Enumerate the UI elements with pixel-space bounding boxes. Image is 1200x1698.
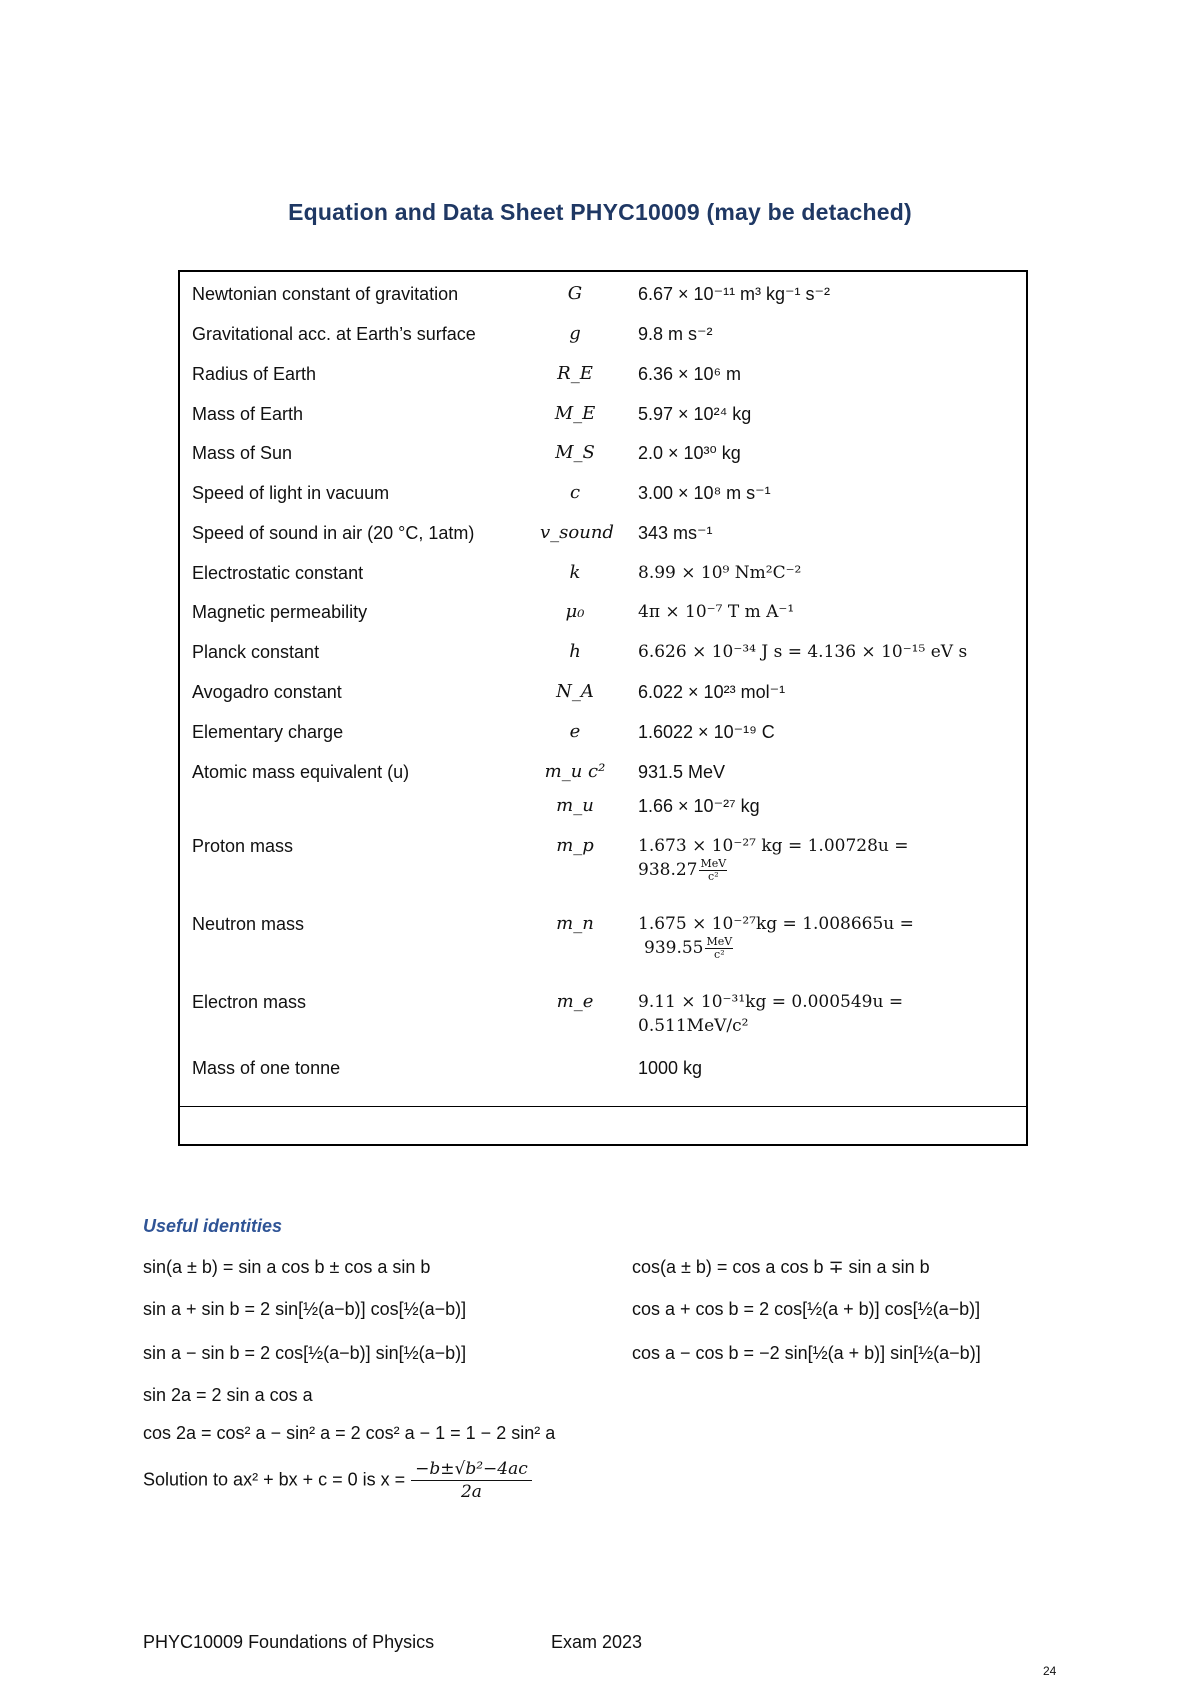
quantity-label: Newtonian constant of gravitation bbox=[192, 284, 459, 304]
symbol: m_p bbox=[556, 835, 594, 856]
symbol: g bbox=[569, 323, 581, 344]
value: 4π × 10⁻⁷ T m A⁻¹ bbox=[638, 602, 795, 622]
quantity-label: Speed of sound in air (20 °C, 1atm) bbox=[192, 523, 475, 543]
quadratic-formula bbox=[143, 1458, 532, 1503]
identity-cos-plus-cos: cos a + cos b = 2 cos[½(a + b)] cos[½(a−b)] bbox=[632, 1299, 981, 1319]
symbol: μ₀ bbox=[565, 601, 585, 622]
symbol: e bbox=[569, 721, 581, 742]
symbol: M_S bbox=[555, 442, 595, 463]
quantity-label: Radius of Earth bbox=[192, 364, 317, 384]
value: 6.626 × 10⁻³⁴ J s = 4.136 × 10⁻¹⁵ eV s bbox=[638, 642, 968, 662]
value-line-2: 0.511MeV/c² bbox=[638, 1016, 749, 1036]
quantity-label: Planck constant bbox=[192, 642, 320, 662]
value: 1.6022 × 10⁻¹⁹ C bbox=[638, 722, 775, 742]
value: 9.8 m s⁻² bbox=[638, 324, 713, 344]
quantity-label: Neutron mass bbox=[192, 914, 305, 934]
value bbox=[638, 912, 1023, 961]
symbol: R_E bbox=[557, 363, 593, 384]
identity-cos-minus-cos: cos a − cos b = −2 sin[½(a + b)] sin[½(a−b)] bbox=[632, 1343, 981, 1363]
value-line-1: 1.673 × 10⁻²⁷ kg = 1.00728u = bbox=[638, 836, 909, 856]
value-line-2: 938.27 bbox=[638, 860, 698, 880]
page-title: Equation and Data Sheet PHYC10009 (may be detached) bbox=[288, 199, 912, 225]
identity-cos-double: cos 2a = cos² a − sin² a = 2 cos² a − 1 = 1 − 2 sin² a bbox=[143, 1423, 556, 1443]
fraction-numerator: MeV bbox=[706, 935, 733, 948]
value: 6.022 × 10²³ mol⁻¹ bbox=[638, 682, 786, 702]
value-line-1: 1.675 × 10⁻²⁷kg = 1.008665u = bbox=[638, 914, 914, 934]
value-line-1: 9.11 × 10⁻³¹kg = 0.000549u = bbox=[638, 992, 904, 1012]
value: 1.66 × 10⁻²⁷ kg bbox=[638, 796, 760, 816]
value: 3.00 × 10⁸ m s⁻¹ bbox=[638, 483, 771, 503]
quantity-label: Mass of Earth bbox=[192, 404, 304, 424]
value-line-2: 939.55 bbox=[644, 938, 704, 958]
value: 5.97 × 10²⁴ kg bbox=[638, 404, 752, 424]
value bbox=[638, 990, 1023, 1038]
quadratic-denominator: 2a bbox=[460, 1482, 482, 1502]
symbol: c bbox=[569, 482, 581, 503]
symbol: v_sound bbox=[540, 522, 614, 543]
quadratic-numerator: −b±√b²−4ac bbox=[411, 1458, 532, 1481]
fraction-denominator: c² bbox=[708, 870, 719, 883]
symbol: k bbox=[569, 562, 581, 583]
value: 343 ms⁻¹ bbox=[638, 523, 713, 543]
quantity-label: Proton mass bbox=[192, 836, 294, 856]
table-divider bbox=[180, 1106, 1026, 1107]
quantity-label: Electrostatic constant bbox=[192, 563, 364, 583]
value: 6.36 × 10⁶ m bbox=[638, 364, 741, 384]
quantity-label: Speed of light in vacuum bbox=[192, 483, 390, 503]
footer-course: PHYC10009 Foundations of Physics bbox=[143, 1632, 435, 1652]
quantity-label: Elementary charge bbox=[192, 722, 344, 742]
page-number: 24 bbox=[1043, 1664, 1057, 1678]
identity-sin-double: sin 2a = 2 sin a cos a bbox=[143, 1385, 313, 1405]
symbol: m_n bbox=[556, 913, 594, 934]
quantity-label: Gravitational acc. at Earth’s surface bbox=[192, 324, 476, 344]
symbol: m_u c² bbox=[544, 761, 606, 782]
identity-sin-minus-sin: sin a − sin b = 2 cos[½(a−b)] sin[½(a−b)] bbox=[143, 1343, 467, 1363]
quantity-label: Avogadro constant bbox=[192, 682, 342, 702]
quantity-label: Mass of Sun bbox=[192, 443, 293, 463]
value: 1000 kg bbox=[638, 1058, 703, 1078]
symbol: G bbox=[567, 283, 583, 304]
mev-per-c2-fraction bbox=[705, 936, 733, 961]
constants-table bbox=[178, 270, 1028, 1146]
quantity-label: Atomic mass equivalent (u) bbox=[192, 762, 410, 782]
symbol: M_E bbox=[554, 403, 596, 424]
fraction-denominator: c² bbox=[714, 948, 725, 961]
value: 8.99 × 10⁹ Nm²C⁻² bbox=[638, 563, 802, 583]
identity-sin-plus-sin: sin a + sin b = 2 sin[½(a−b)] cos[½(a−b)] bbox=[143, 1299, 467, 1319]
symbol: m_u bbox=[556, 795, 594, 816]
symbol: m_e bbox=[556, 991, 594, 1012]
quantity-label: Magnetic permeability bbox=[192, 602, 368, 622]
value: 2.0 × 10³⁰ kg bbox=[638, 443, 741, 463]
quantity-label: Electron mass bbox=[192, 992, 307, 1012]
mev-per-c2-fraction bbox=[699, 858, 727, 883]
quantity-label: Mass of one tonne bbox=[192, 1058, 341, 1078]
identity-cos-sum: cos(a ± b) = cos a cos b ∓ sin a sin b bbox=[632, 1257, 930, 1277]
identities-heading: Useful identities bbox=[143, 1216, 283, 1236]
quadratic-fraction bbox=[411, 1458, 532, 1503]
symbol: N_A bbox=[556, 681, 594, 702]
value bbox=[638, 834, 1023, 883]
value: 6.67 × 10⁻¹¹ m³ kg⁻¹ s⁻² bbox=[638, 284, 831, 304]
fraction-numerator: MeV bbox=[700, 857, 727, 870]
symbol: h bbox=[569, 641, 581, 662]
quadratic-prefix: Solution to ax² + bx + c = 0 is x = bbox=[143, 1469, 406, 1490]
identity-sin-sum: sin(a ± b) = sin a cos b ± cos a sin b bbox=[143, 1257, 431, 1277]
value: 931.5 MeV bbox=[638, 762, 726, 782]
footer-exam: Exam 2023 bbox=[551, 1632, 643, 1652]
